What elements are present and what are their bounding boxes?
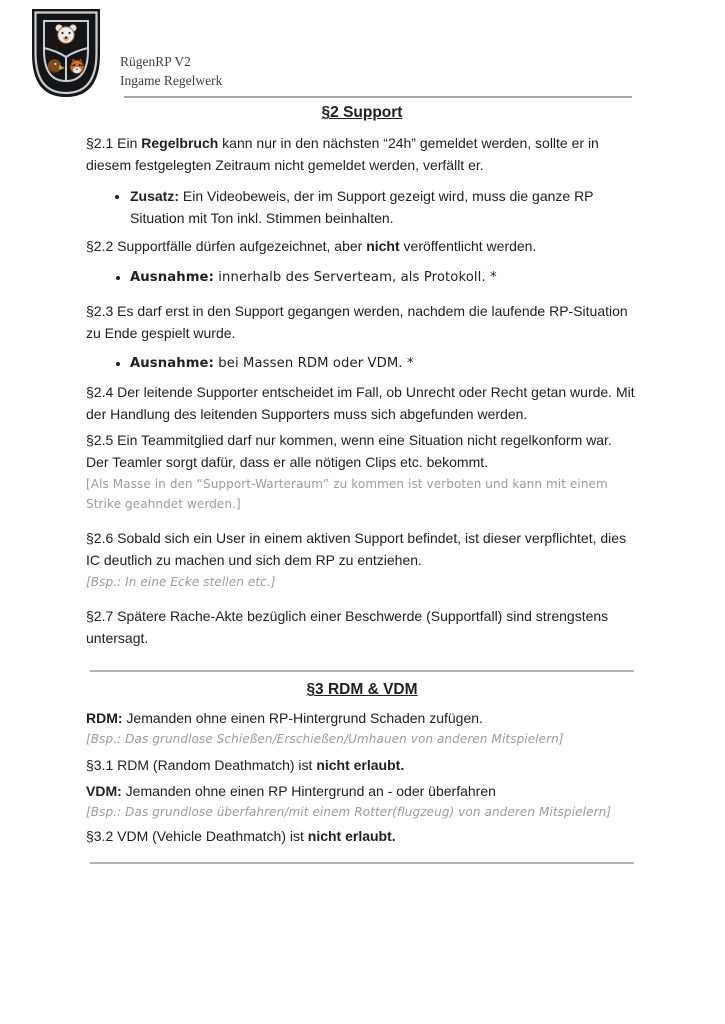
bullet-text: Ein Videobeweis, der im Support gezeigt wird, muss die ganze RP Situation mit Ton inkl. Stimmen beinhalten. xyxy=(130,188,594,226)
rdm-note: [Bsp.: Das grundlose Schießen/Erschießen/Umhauen von anderen Mitspielern] xyxy=(86,732,564,746)
rule-text: §2.2 Supportfälle dürfen aufgezeichnet, aber xyxy=(86,238,367,254)
document-content xyxy=(86,0,638,864)
section-heading-rdm-vdm: §3 RDM & VDM xyxy=(306,681,418,698)
vdm-text: Jemanden ohne einen RP Hintergrund an - oder überfahren xyxy=(121,783,496,799)
list-item-ausnahme xyxy=(130,353,638,375)
rule-text: kann nur in den nächsten “24h” gemeldet werden, sollte er in diesem festgelegten Zeitraum nicht gemeldet werden, verfällt er. xyxy=(86,135,599,173)
rule-text: §3.2 VDM (Vehicle Deathmatch) ist xyxy=(86,828,308,844)
rule-2-1 xyxy=(86,132,638,176)
rule-text-bold: nicht erlaubt. xyxy=(316,757,405,773)
list-item-ausnahme xyxy=(130,267,638,289)
rule-text-bold: Regelbruch xyxy=(141,135,219,151)
rule-2-3: §2.3 Es darf erst in den Support gegangen werden, nachdem die laufende RP-Situation zu Ende gespielt wurde. xyxy=(86,303,628,341)
vdm-label: VDM: xyxy=(86,783,122,799)
rule-2-5-note: [Als Masse in den “Support-Warteraum” zu kommen ist verboten und kann mit einem Strike geahndet werden.] xyxy=(86,477,608,511)
bullet-label: Zusatz: xyxy=(130,188,179,204)
doc-title-line1: RügenRP V2 xyxy=(120,54,191,69)
doc-title-line2: Ingame Regelwerk xyxy=(120,73,223,88)
zusatz-list xyxy=(86,185,638,229)
bullet-label: Ausnahme: xyxy=(130,270,214,285)
rdm-definition xyxy=(86,707,638,729)
rule-3-2 xyxy=(86,825,638,847)
ausnahme-list-1 xyxy=(86,267,638,289)
bullet-label: Ausnahme: xyxy=(130,356,214,371)
section-divider xyxy=(90,862,634,864)
rule-text: veröffentlicht werden. xyxy=(399,238,537,254)
rule-2-6-note: [Bsp.: In eine Ecke stellen etc.] xyxy=(86,575,276,589)
vdm-definition xyxy=(86,780,638,802)
rule-2-2 xyxy=(86,235,638,257)
ausnahme-list-2 xyxy=(86,353,638,375)
rule-2-4: §2.4 Der leitende Supporter entscheidet im Fall, ob Unrecht oder Recht getan wurde. Mit der Handlung des leitenden Supporters muss sich abgefunden werden. xyxy=(86,384,635,422)
rule-text-bold: nicht xyxy=(366,238,400,254)
rule-text: §2.1 Ein xyxy=(86,135,142,151)
vdm-note: [Bsp.: Das grundlose überfahren/mit einem Rotter(flugzeug) von anderen Mitspielern] xyxy=(86,805,612,819)
list-item-zusatz xyxy=(130,185,638,229)
rule-text-bold: nicht erlaubt. xyxy=(307,828,396,844)
section-heading-support: §2 Support xyxy=(321,104,403,121)
rdm-label: RDM: xyxy=(86,710,123,726)
rule-text: §3.1 RDM (Random Deathmatch) ist xyxy=(86,757,317,773)
rule-2-7: §2.7 Spätere Rache-Akte bezüglich einer Beschwerde (Supportfall) sind strengstens untersagt. xyxy=(86,608,609,646)
section-divider xyxy=(90,670,634,672)
rule-3-1 xyxy=(86,754,638,776)
bullet-text: innerhalb des Serverteam, als Protokoll. * xyxy=(213,270,497,285)
rule-2-6: §2.6 Sobald sich ein User in einem aktiven Support befindet, ist dieser verpflichtet, dies IC deutlich zu machen und sich dem RP zu entziehen. xyxy=(86,530,627,568)
rule-2-5: §2.5 Ein Teammitglied darf nur kommen, wenn eine Situation nicht regelkonform war. Der Teamler sorgt dafür, dass er alle nötigen Clips etc. bekommt. xyxy=(86,432,612,470)
rdm-text: Jemanden ohne einen RP-Hintergrund Schaden zufügen. xyxy=(122,710,483,726)
bullet-text: bei Massen RDM oder VDM. * xyxy=(213,356,414,371)
